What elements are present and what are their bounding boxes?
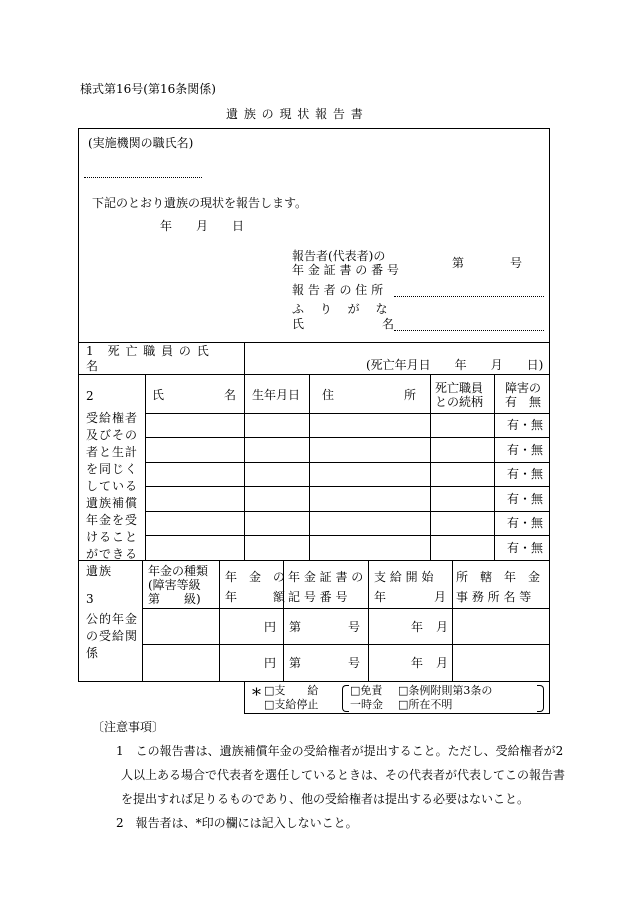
disability-toggle[interactable]: 有・無 xyxy=(507,467,544,481)
row1-go: 号 xyxy=(348,620,361,634)
hdr-office-1: 所 轄 年 金 xyxy=(456,570,541,584)
report-date[interactable]: 年 月 日 xyxy=(160,219,245,233)
disability-toggle[interactable]: 有・無 xyxy=(507,418,544,432)
row2-dai: 第 xyxy=(289,656,302,670)
note-1-line-1: 1 この報告書は、遺族補償年金の受給権者が提出すること。ただし、受給権者が2 xyxy=(116,744,564,758)
reporter-address-label: 報 告 者 の 住 所 xyxy=(292,283,384,297)
hdr-start-1: 支 給 開 始 xyxy=(374,570,434,584)
check-unknown[interactable]: □所在不明 xyxy=(398,698,453,711)
agency-name-line[interactable] xyxy=(84,177,202,178)
check-exempt[interactable]: □免責 xyxy=(350,684,383,697)
hdr-amount-1: 年 金 の xyxy=(225,570,286,584)
hdr-start-2: 年 月 xyxy=(374,590,447,604)
note-2: 2 報告者は、*印の欄には記入しないこと。 xyxy=(116,816,358,830)
row2-yen: 円 xyxy=(264,656,277,670)
name-label-left: 氏 xyxy=(292,317,305,331)
furigana-label: ふ り が な xyxy=(292,302,388,316)
hdr-amount-2: 年 額 xyxy=(225,590,286,604)
check-payment[interactable]: □支 給 xyxy=(264,684,319,697)
check-stop[interactable]: □支給停止 xyxy=(264,698,319,711)
hdr-address-left: 住 xyxy=(322,388,335,402)
row2-year: 年 xyxy=(411,656,424,670)
notes-heading: 〔注意事項〕 xyxy=(92,720,165,734)
sec2-number: 2 xyxy=(86,389,94,403)
disability-toggle[interactable]: 有・無 xyxy=(507,443,544,457)
disability-toggle[interactable]: 有・無 xyxy=(507,541,544,555)
death-date[interactable]: (死亡年月日 年 月 日) xyxy=(366,358,544,372)
row1-dai: 第 xyxy=(289,620,302,634)
name-label-right: 名 xyxy=(382,317,395,331)
lump-sum-label: 一時金 xyxy=(350,698,383,711)
reporter-name-line[interactable] xyxy=(394,330,544,331)
row2-go: 号 xyxy=(348,656,361,670)
sec1-label-2: 名 xyxy=(86,359,99,373)
hdr-cert-2: 記 号 番 号 xyxy=(288,590,348,604)
row1-year: 年 xyxy=(411,620,424,634)
disability-toggle[interactable]: 有・無 xyxy=(507,492,544,506)
hdr-disability-1: 障害の xyxy=(505,381,542,395)
pension-dai: 第 xyxy=(452,256,465,270)
hdr-address-right: 所 xyxy=(404,388,417,402)
hdr-birth: 生年月日 xyxy=(252,388,301,402)
sec2-label: 受給権者 及びその 者と生計 を同じく している 遺族補償 年金を受 けること ができる 遺族 xyxy=(86,411,139,578)
hdr-disability-2: 有 無 xyxy=(505,395,542,409)
reporter-pension-label-2: 年 金 証 書 の 番 号 xyxy=(292,263,399,277)
hdr-kind-1: 年金の種類 xyxy=(148,564,209,578)
hdr-cert-1: 年 金 証 書 の xyxy=(288,570,364,584)
pension-go: 号 xyxy=(510,256,523,270)
check-article[interactable]: □条例附則第3条の xyxy=(398,684,493,697)
hdr-relation-1: 死亡職員 xyxy=(435,381,484,395)
hdr-kind-3: 第 級) xyxy=(148,592,201,606)
hdr-name-right: 名 xyxy=(224,388,237,402)
intro-text: 下記のとおり遺族の現状を報告します。 xyxy=(92,196,308,210)
agency-label: (実施機関の職氏名) xyxy=(88,136,194,150)
reporter-pension-label-1: 報告者(代表者)の xyxy=(292,249,386,263)
row2-month: 月 xyxy=(436,656,449,670)
bracket-left xyxy=(342,685,349,712)
sec3-label: 公的年金 の受給関 係 xyxy=(86,612,139,660)
row1-month: 月 xyxy=(436,620,449,634)
note-1-line-2: 人以上ある場合で代表者を選任しているときは、その代表者が代表してこの報告書 xyxy=(121,768,566,782)
row1-yen: 円 xyxy=(264,620,277,634)
note-1-line-3: を提出すれば足りるものであり、他の受給権者は提出する必要はないこと。 xyxy=(121,792,530,806)
hdr-office-2: 事 務 所 名 等 xyxy=(456,590,532,604)
disability-toggle[interactable]: 有・無 xyxy=(507,516,544,530)
reporter-address-line[interactable] xyxy=(394,296,544,297)
form-title: 遺 族 の 現 状 報 告 書 xyxy=(226,107,364,121)
form-number: 様式第16号(第16条関係) xyxy=(80,82,216,96)
sec3-number: 3 xyxy=(86,592,94,606)
hdr-name-left: 氏 xyxy=(152,388,165,402)
sec1-label-1: 1 死 亡 職 員 の 氏 xyxy=(86,344,210,358)
office-star: * xyxy=(252,685,261,706)
hdr-relation-2: との続柄 xyxy=(435,395,484,409)
bracket-right xyxy=(537,685,544,712)
hdr-kind-2: (障害等級 xyxy=(148,578,201,592)
